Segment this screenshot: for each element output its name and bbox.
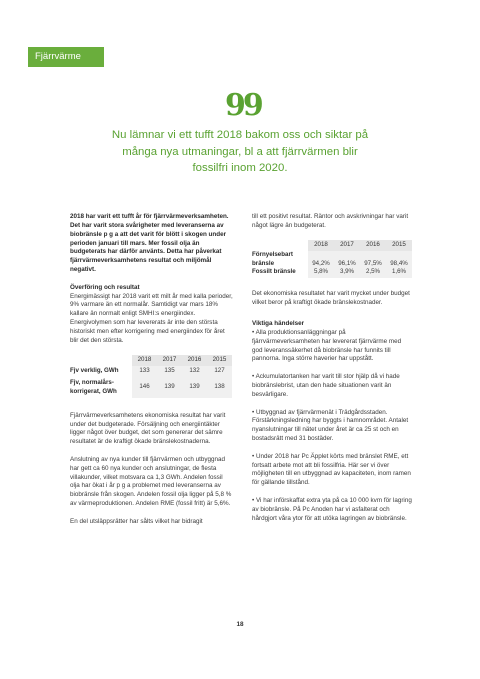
fuel-share-table bbox=[252, 240, 412, 279]
table-cell: 2,5% bbox=[360, 268, 386, 278]
table-cell: 133 bbox=[132, 366, 157, 378]
bullet-item: • Under 2018 har Pc Äpplet körts med bränslet RME, ett fortsatt arbete mot att bli fossilfria. Här ser vi över möjligheten till en utbyggnad av kapaciteten, inom ramen för gällande tillstånd. bbox=[252, 452, 411, 487]
section-heading-viktiga: Viktiga händelser bbox=[252, 320, 305, 328]
table-cell: 3,9% bbox=[334, 268, 360, 278]
table-cell: 146 bbox=[132, 378, 157, 398]
bullet-item: • Utbyggnad av fjärrvärmenät i Trädgårdsstaden. Förstärkningsledning har byggts i hamnområdet. Antalet nyanslutningar till nätet under året är ca 25 st och en bostadsrätt med 31 bostäder. bbox=[252, 408, 409, 443]
body-paragraph: En del utsläppsrätter har sålts vilket har bidragit bbox=[70, 517, 203, 525]
page-number: 18 bbox=[236, 621, 244, 628]
row-label: Fjv verklig, GWh bbox=[70, 367, 119, 375]
body-paragraph: Energimässigt har 2018 varit ett milt år med kalla perioder, 9% varmare än ett normalår. Samtidigt var mars 18% kallare än normalt enligt SMHI:s energiindex. Energivolymen som har levererats är inte den största historiskt men efter korrigering med energiindex för året blir det den största. bbox=[70, 292, 233, 344]
intro-paragraph: 2018 har varit ett tufft år för fjärrvärmeverksamheten. Det har varit stora svårigheter med leveranserna av biobränsle p g a att det varit för blött i skogen under perioden januari till mars. Mer fossil olja än budgeterats har därför använts. Detta har påverkat fjärrvärmeverksamhetens resultat och miljömål negativt. bbox=[70, 213, 229, 274]
bullet-item: • Ackumulatortanken har varit till stor hjälp då vi hade biobränslebrist, utan den hade situationen varit än besvärligare. bbox=[252, 373, 400, 398]
left-column bbox=[70, 213, 234, 527]
pull-quote: Nu lämnar vi ett tufft 2018 bakom oss och siktar på många nya utmaningar, bl a att fjärrvärmen blir fossilfri inom 2020. bbox=[111, 129, 369, 174]
table-cell: 127 bbox=[207, 366, 232, 378]
table-header-cell: 2015 bbox=[386, 240, 412, 251]
row-label: Förnyelsebart bränsle bbox=[252, 250, 293, 267]
table-cell: 135 bbox=[157, 366, 182, 378]
section-heading-overforing: Överföring och resultat bbox=[70, 283, 140, 291]
table-cell: 132 bbox=[182, 366, 207, 378]
table-cell: 5,8% bbox=[308, 268, 334, 278]
bullet-item: • Alla produktionsanläggningar på fjärrvärmeverksamheten har levererat fjärrvärme med god leveranssäkerhet då biobränsle har funnits till pannorna. Inga större haverier har uppstått. bbox=[252, 328, 402, 363]
body-paragraph: Fjärrvärmeverksamhetens ekonomiska resultat har varit under det budgeterade. Försäljning och energiintäkter ligger något över budget, det som genererar det sämre resultatet är de kraftigt ökade bränslekostnaderna. bbox=[70, 411, 226, 446]
table-header-cell: 2018 bbox=[308, 240, 334, 251]
table-cell: 98,4% bbox=[386, 251, 412, 269]
table-cell: 94,2% bbox=[308, 251, 334, 269]
table-header-cell: 2016 bbox=[182, 355, 207, 366]
quote-mark-icon: 99 bbox=[225, 88, 261, 123]
energy-table bbox=[70, 355, 232, 398]
row-label: Fossilt bränsle bbox=[252, 268, 296, 276]
table-header-cell: 2015 bbox=[207, 355, 232, 366]
table-cell: 1,6% bbox=[386, 268, 412, 278]
table-cell: 139 bbox=[157, 378, 182, 398]
table-header-row bbox=[252, 240, 412, 251]
bullet-item: • Vi har införskaffat extra yta på ca 10 000 kvm för lagring av biobränsle. På Pc Anoden har vi asfalterat och hårdgjort våra ytor för att utöka lagringen av biobränsle. bbox=[252, 496, 412, 522]
row-label: Fjv, normalårs-korrigerat, GWh bbox=[70, 378, 117, 395]
body-paragraph: till ett positivt resultat. Räntor och avskrivningar har varit något lägre än budgeterat. bbox=[252, 213, 409, 229]
table-row bbox=[70, 366, 232, 378]
table-row bbox=[70, 378, 232, 398]
table-row bbox=[252, 251, 412, 269]
body-paragraph: Anslutning av nya kunder till fjärrvärmen och utbyggnad har gett ca 60 nya kunder och anslutningar, de flesta villakunder, vilket motsvara ca 1,3 GWh. Andelen fossil olja har ökat i år p g a problemet med leveranserna av biobränsle från skogen. Andelen fossil olja ligger på 5,8 % av värmeproduktionen. Andelen RME (fossil fritt) är 5,6%. bbox=[70, 455, 232, 508]
table-cell: 97,5% bbox=[360, 251, 386, 269]
table-header-row bbox=[70, 355, 232, 366]
body-paragraph: Det ekonomiska resultatet har varit mycket under budget vilket beror på kraftigt ökade bränslekostnader. bbox=[252, 290, 410, 307]
table-header-cell: 2017 bbox=[334, 240, 360, 251]
table-cell: 139 bbox=[182, 378, 207, 398]
table-header-cell: 2018 bbox=[132, 355, 157, 366]
table-cell: 96,1% bbox=[334, 251, 360, 269]
table-row bbox=[252, 268, 412, 278]
table-cell: 138 bbox=[207, 378, 232, 398]
right-column bbox=[252, 213, 412, 523]
table-header-cell: 2017 bbox=[157, 355, 182, 366]
section-tag: Fjärrvärme bbox=[28, 47, 104, 67]
table-header-cell: 2016 bbox=[360, 240, 386, 251]
